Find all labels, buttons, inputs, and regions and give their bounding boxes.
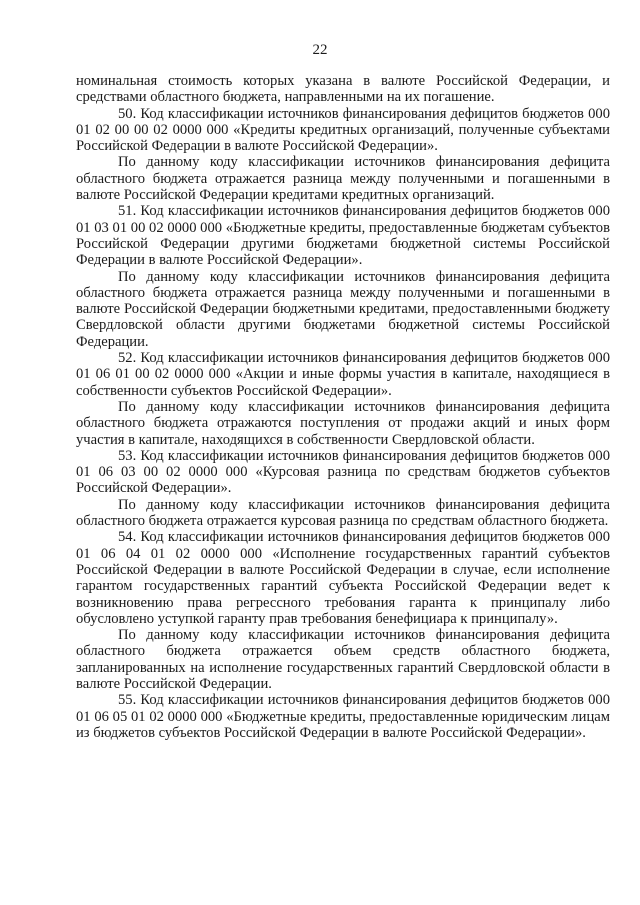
- paragraph: 50. Код классификации источников финансирования дефицитов бюджетов 000 01 02 00 00 02 0000 000 «Кредиты кредитных организаций, полученные субъектами Российской Федерации в валюте Российской Федерации».: [76, 105, 610, 155]
- paragraph: По данному коду классификации источников финансирования дефицита областного бюджета отражаются поступления от продажи акций и иных форм участия в капитале, находящихся в собственности Свердловской области.: [76, 398, 610, 448]
- paragraph: 54. Код классификации источников финансирования дефицитов бюджетов 000 01 06 04 01 02 0000 000 «Исполнение государственных гарантий субъектов Российской Федерации в валюте Российской Федерации в случае, если исполнение гарантом государственных гарантий субъекта Российской Федерации ведет к возникновению права регрессного требования гаранта к принципалу либо обусловлено уступкой гаранту прав требования бенефициара к принципалу».: [76, 529, 610, 627]
- paragraph: номинальная стоимость которых указана в валюте Российской Федерации, и средствами областного бюджета, направленными на их погашение.: [76, 73, 610, 106]
- paragraph: 53. Код классификации источников финансирования дефицитов бюджетов 000 01 06 03 00 02 0000 000 «Курсовая разница по средствам бюджетов субъектов Российской Федерации».: [76, 447, 610, 497]
- paragraph: 51. Код классификации источников финансирования дефицитов бюджетов 000 01 03 01 00 02 0000 000 «Бюджетные кредиты, предоставленные бюджетам субъектов Российской Федерации другими бюджетами бюджетной системы Российской Федерации в валюте Российской Федерации».: [76, 203, 610, 269]
- paragraph: 52. Код классификации источников финансирования дефицитов бюджетов 000 01 06 01 00 02 0000 000 «Акции и иные формы участия в капитале, находящиеся в собственности субъектов Российской Федерации».: [76, 350, 610, 399]
- paragraph: По данному коду классификации источников финансирования дефицита областного бюджета отражается разница между полученными и погашенными в валюте Российской Федерации кредитами кредитных организаций.: [76, 154, 610, 204]
- paragraph: 55. Код классификации источников финансирования дефицитов бюджетов 000 01 06 05 01 02 0000 000 «Бюджетные кредиты, предоставленные юридическим лицам из бюджетов субъектов Российской Федерации в валюте Российской Федерации».: [76, 692, 610, 741]
- page-number: 22: [312, 42, 328, 58]
- paragraph: По данному коду классификации источников финансирования дефицита областного бюджета отражается курсовая разница по средствам областного бюджета.: [76, 496, 610, 530]
- paragraph: По данному коду классификации источников финансирования дефицита областного бюджета отражается разница между полученными и погашенными в валюте Российской Федерации бюджетными кредитами, предоставленными бюджету Свердловской области другими бюджетами бюджетной системы Российской Федерации.: [76, 268, 610, 350]
- paragraph: По данному коду классификации источников финансирования дефицита областного бюджета отражается объем средств областного бюджета, запланированных на исполнение государственных гарантий Свердловской области в валюте Российской Федерации.: [76, 627, 610, 692]
- document-body: [76, 73, 610, 741]
